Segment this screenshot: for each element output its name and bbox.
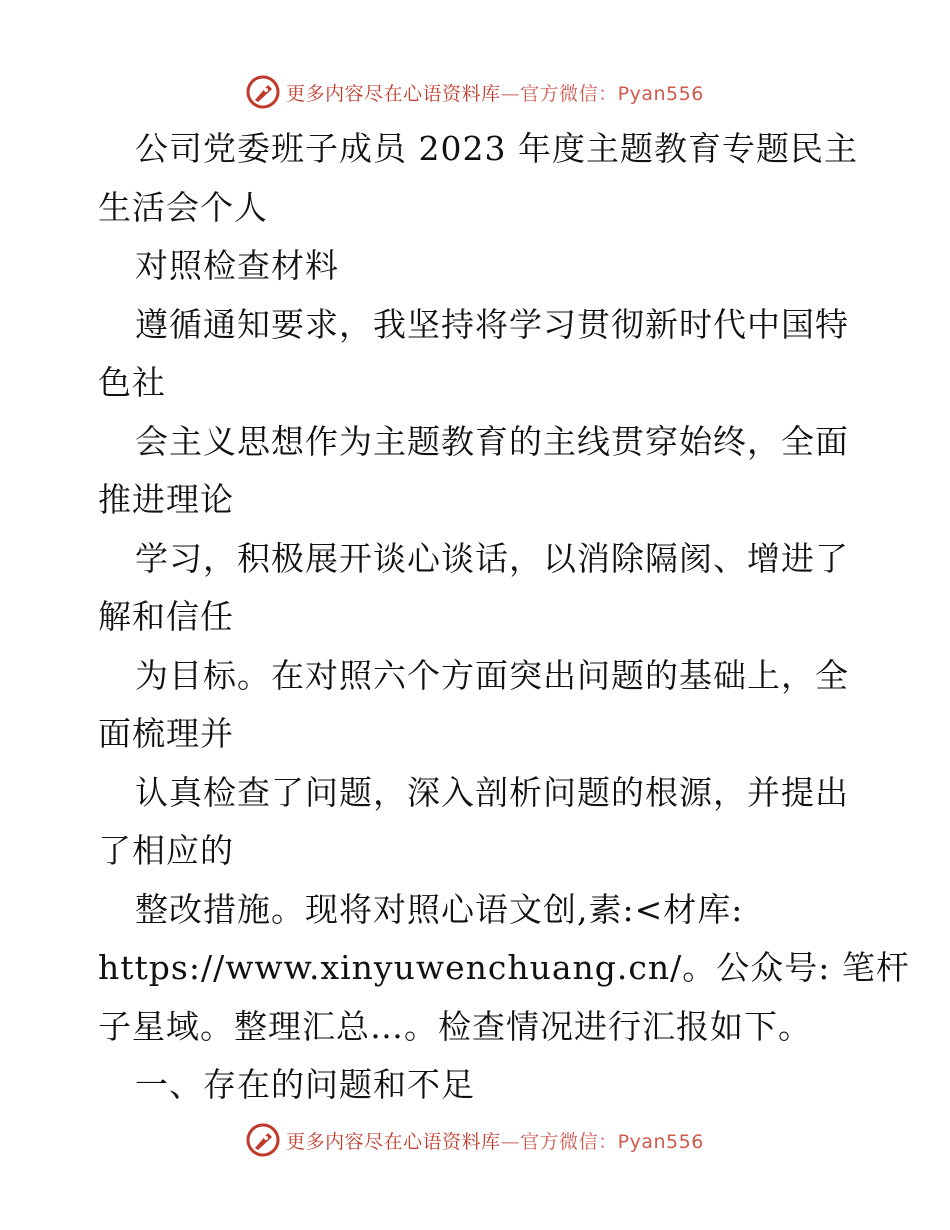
paragraph-line: 会主义思想作为主题教育的主线贯穿始终，全面 xyxy=(135,421,849,461)
paragraph-line: 为目标。在对照六个方面突出问题的基础上，全 xyxy=(135,655,849,695)
subtitle-line: 对照检查材料 xyxy=(135,246,339,285)
banner-title: 更多内容尽在心语资料库 xyxy=(286,1130,501,1153)
paragraph-line: 子星域。整理汇总…。检查情况进行汇报如下。 xyxy=(98,1006,812,1046)
paragraph-line: 遵循通知要求，我坚持将学习贯彻新时代中国特 xyxy=(135,304,849,344)
pen-nib-logo-icon xyxy=(246,1123,280,1157)
section-heading: 一、存在的问题和不足 xyxy=(135,1065,475,1104)
paragraph-line: 了相应的 xyxy=(98,831,234,870)
paragraph-line: 整改措施。现将对照心语文创,素:<材库: xyxy=(135,889,744,929)
banner-separator: — xyxy=(500,1130,521,1153)
banner-separator: — xyxy=(500,82,521,105)
paragraph-line: 推进理论 xyxy=(98,480,234,519)
footer-watermark-banner xyxy=(0,1120,950,1160)
paragraph-line: 认真检查了问题，深入剖析问题的根源，并提出 xyxy=(135,772,849,812)
banner-title: 更多内容尽在心语资料库 xyxy=(286,82,501,105)
paragraph-line: 解和信任 xyxy=(98,597,234,636)
document-body xyxy=(98,120,910,1115)
paragraph-line: 色社 xyxy=(98,363,166,402)
header-watermark-banner xyxy=(0,72,950,112)
banner-wechat: 官方微信：Pyan556 xyxy=(520,1130,704,1153)
paragraph-line: 面梳理并 xyxy=(98,714,234,753)
title-line-1: 公司党委班子成员 2023 年度主题教育专题民主 xyxy=(135,129,858,168)
banner-wechat: 官方微信：Pyan556 xyxy=(520,82,704,105)
paragraph-line: https://www.xinyuwenchuang.cn/。公众号: 笔杆 xyxy=(98,948,910,987)
title-line-2: 生活会个人 xyxy=(98,187,268,227)
paragraph-line: 学习，积极展开谈心谈话，以消除隔阂、增进了 xyxy=(135,538,849,578)
pen-nib-logo-icon xyxy=(246,75,280,109)
